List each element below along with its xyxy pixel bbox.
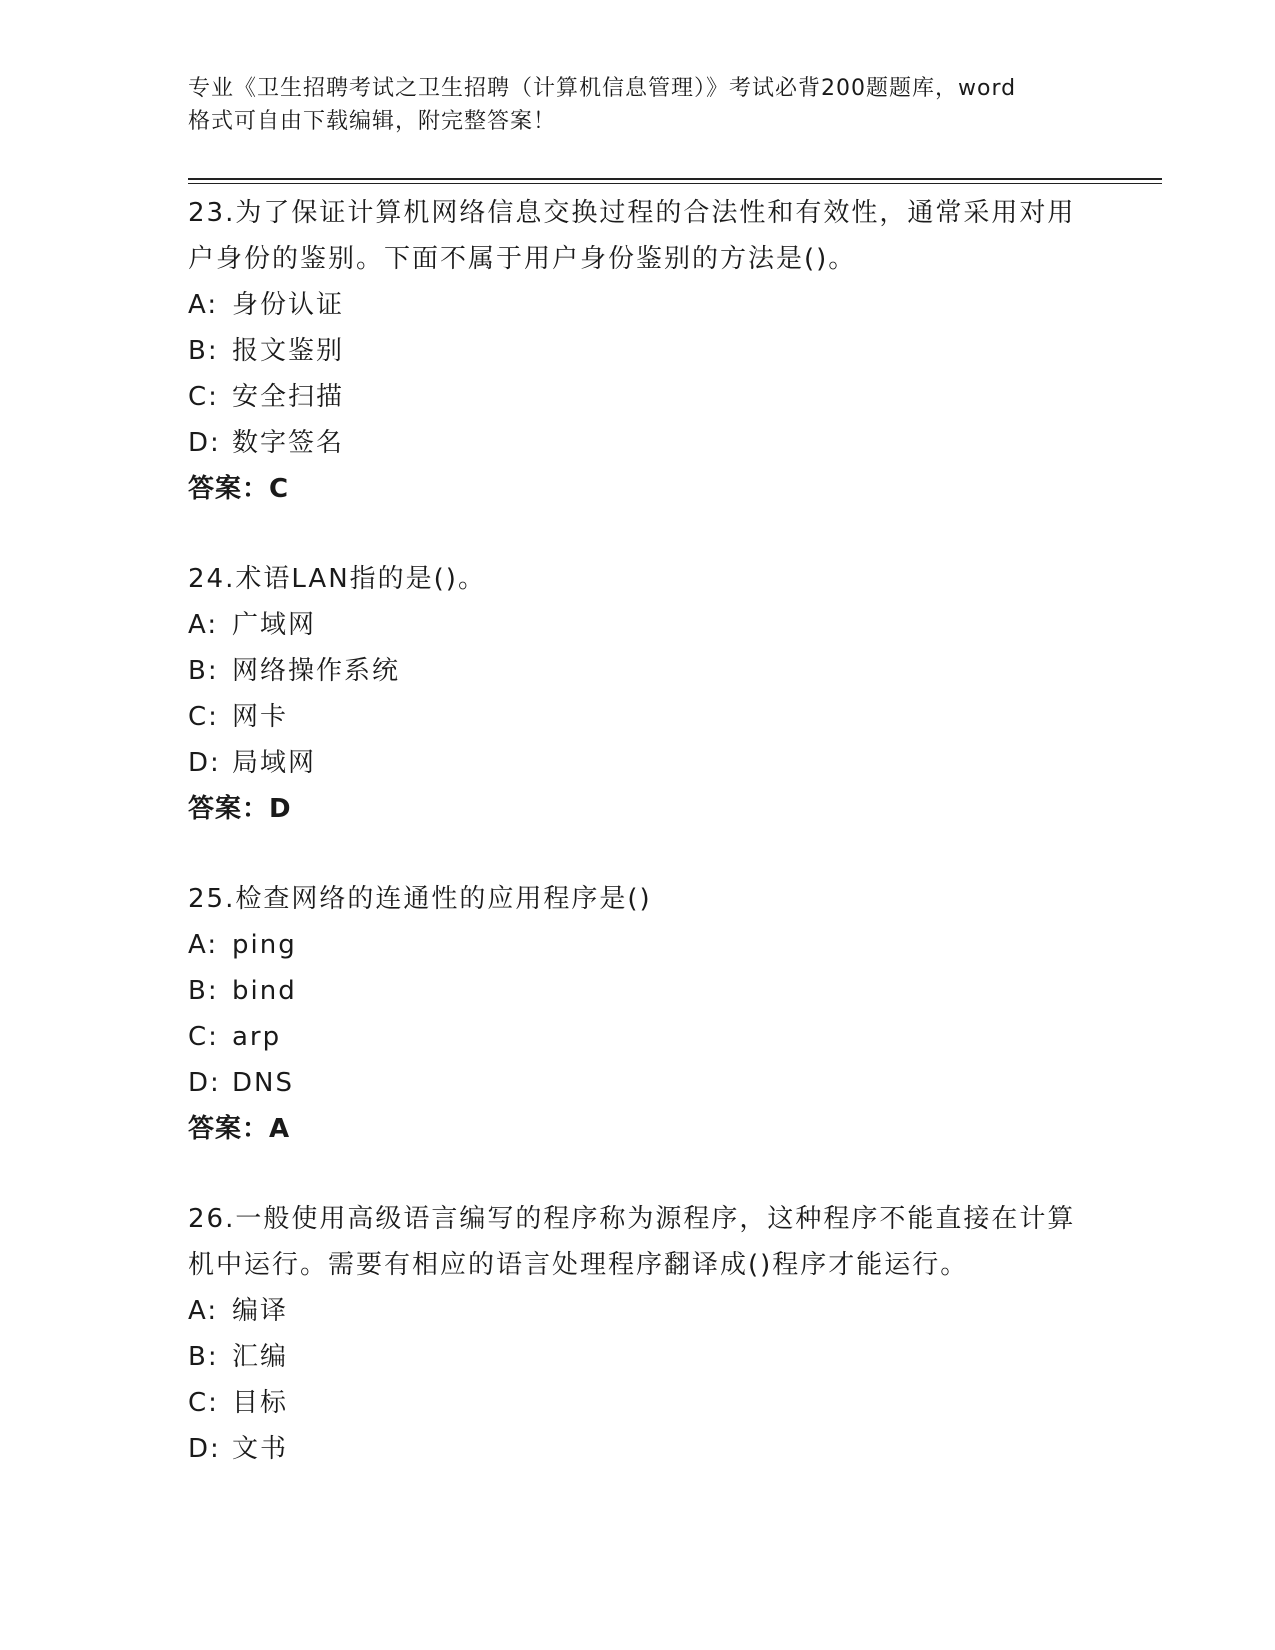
option-letter: C: [188,382,219,412]
option-letter: A: [188,610,219,640]
answer-line: 答案：D [188,794,292,824]
option-c [188,1014,1088,1060]
option-a [188,922,1088,968]
option-text: 网卡 [232,702,289,732]
question-stem: 23.为了保证计算机网络信息交换过程的合法性和有效性，通常采用对用户身份的鉴别。下面不属于用户身份鉴别的方法是()。 [188,198,1076,274]
option-letter: A: [188,290,219,320]
question-list [188,190,1088,1516]
question-stem: 26.一般使用高级语言编写的程序称为源程序，这种程序不能直接在计算机中运行。需要有相应的语言处理程序翻译成()程序才能运行。 [188,1204,1076,1280]
option-a [188,282,1088,328]
document-header [188,72,1088,138]
option-text: 广域网 [232,610,317,640]
option-c [188,1380,1088,1426]
option-letter: B: [188,656,219,686]
option-letter: D: [188,1434,221,1464]
question-26 [188,1196,1088,1472]
option-letter: B: [188,976,219,1006]
option-text: 报文鉴别 [232,336,345,366]
option-b [188,648,1088,694]
answer-line: 答案：A [188,1114,291,1144]
option-letter: A: [188,930,219,960]
option-letter: D: [188,428,221,458]
option-text: 网络操作系统 [232,656,401,686]
option-c [188,374,1088,420]
question-stem: 25.检查网络的连通性的应用程序是() [188,884,652,914]
answer-line: 答案：C [188,474,290,504]
option-d [188,1060,1088,1106]
option-text: 安全扫描 [232,382,345,412]
option-text: ping [232,930,297,960]
question-24 [188,556,1088,832]
header-rule-thick [188,178,1162,180]
option-letter: C: [188,1388,219,1418]
question-stem: 24.术语LAN指的是()。 [188,564,486,594]
option-letter: C: [188,1022,219,1052]
option-letter: B: [188,1342,219,1372]
question-25 [188,876,1088,1152]
option-b [188,328,1088,374]
option-text: 编译 [232,1296,289,1326]
option-text: arp [232,1022,282,1052]
option-text: 局域网 [232,748,317,778]
option-d [188,420,1088,466]
option-text: DNS [232,1068,294,1098]
header-line-2: 格式可自由下载编辑，附完整答案！ [188,109,557,134]
option-text: 身份认证 [232,290,345,320]
option-letter: A: [188,1296,219,1326]
option-letter: D: [188,748,221,778]
option-letter: B: [188,336,219,366]
option-a [188,602,1088,648]
option-d [188,740,1088,786]
header-rule-thin [188,183,1162,184]
header-line-1: 专业《卫生招聘考试之卫生招聘（计算机信息管理）》考试必背200题题库，word [188,76,1017,101]
option-letter: D: [188,1068,221,1098]
option-text: 目标 [232,1388,289,1418]
option-text: 汇编 [232,1342,289,1372]
option-b [188,1334,1088,1380]
question-23 [188,190,1088,512]
option-letter: C: [188,702,219,732]
option-text: 数字签名 [232,428,345,458]
option-c [188,694,1088,740]
option-text: bind [232,976,297,1006]
option-b [188,968,1088,1014]
option-text: 文书 [232,1434,289,1464]
option-a [188,1288,1088,1334]
option-d [188,1426,1088,1472]
